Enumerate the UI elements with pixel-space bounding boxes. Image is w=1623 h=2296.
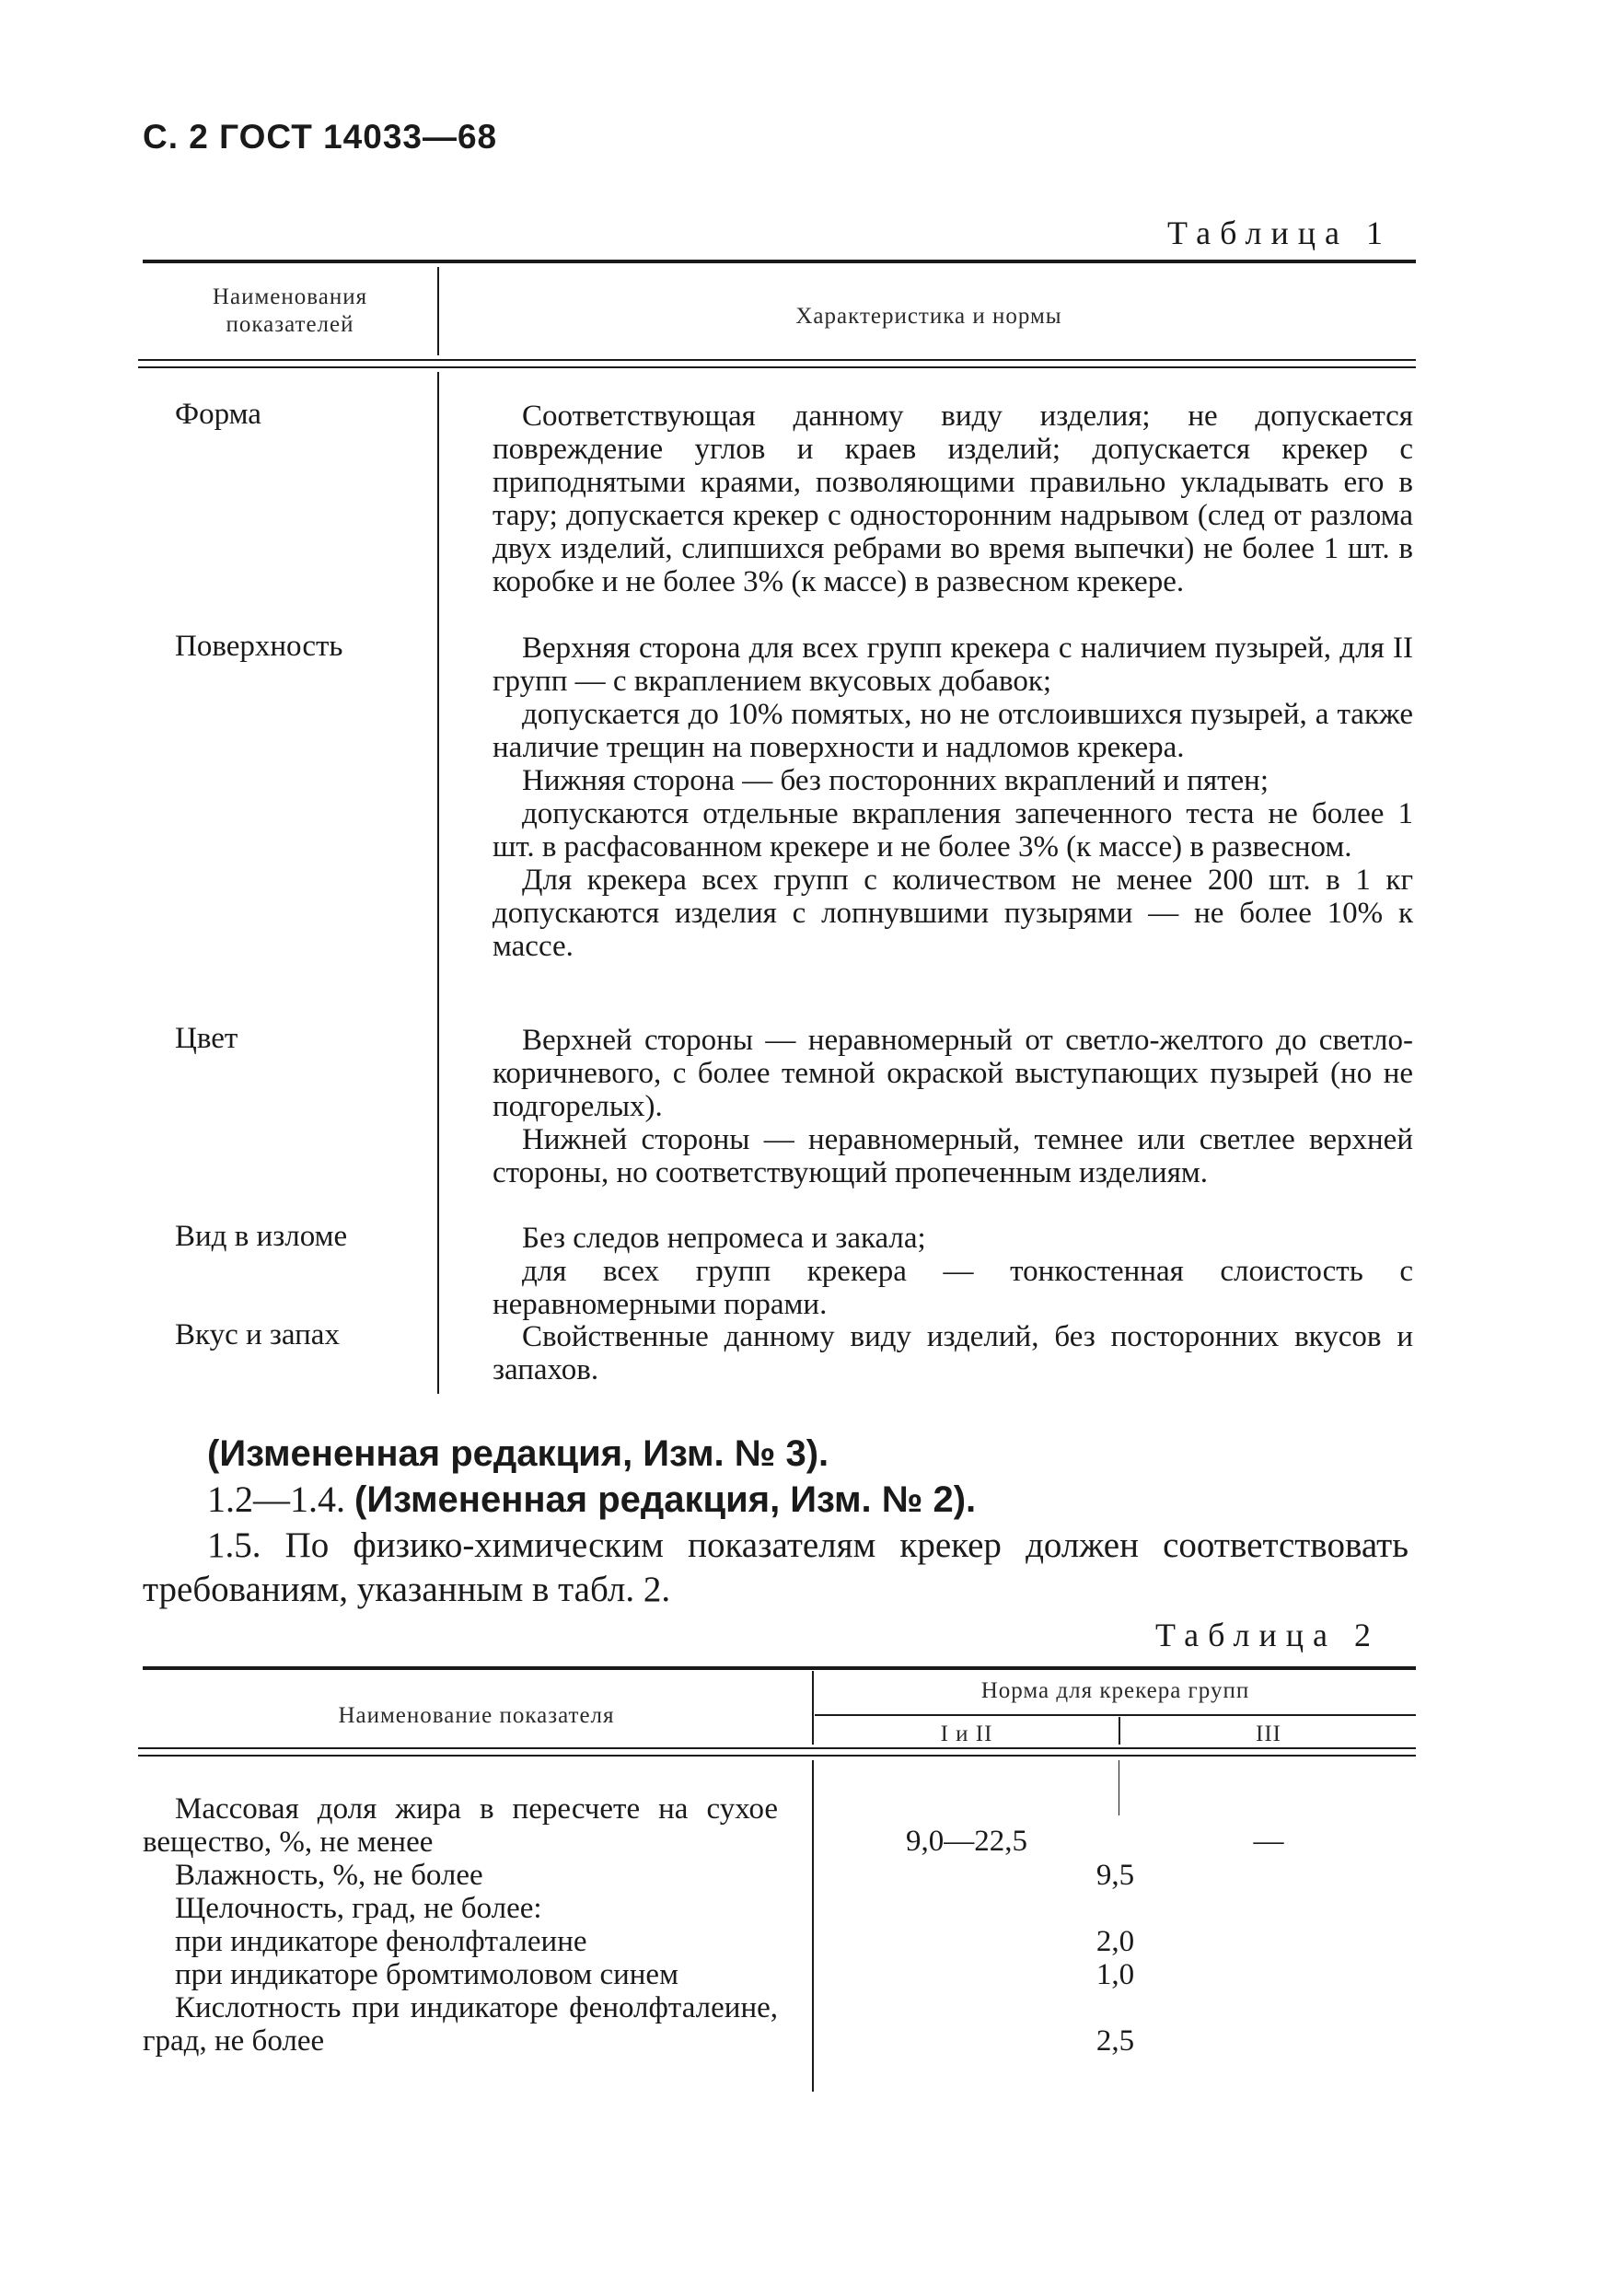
t2-row-alkalinity: Щелочность, град, не более: bbox=[175, 1892, 542, 1925]
table1-header-rule-b bbox=[138, 366, 1416, 368]
table2-col1-header: Наименование показателя bbox=[338, 1703, 615, 1728]
row-text-paragraph: Верхняя сторона для всех групп крекера с наличием пузырей, для II групп — с вкраплением вкусовых добавок; bbox=[493, 632, 1413, 698]
t2-row-bromothymol: при индикаторе бромтимоловом синем bbox=[175, 1958, 678, 1991]
table1-caption: Таблица 1 bbox=[1167, 215, 1392, 251]
amendment-note-3: (Измененная редакция, Изм. № 3). bbox=[207, 1433, 829, 1474]
table2-sub-divider bbox=[1119, 1717, 1120, 1745]
t2-row-phenolphthalein: при индикаторе фенолфталеине bbox=[175, 1925, 587, 1958]
table2-header-divider bbox=[812, 1671, 814, 1745]
row-text-paragraph: Без следов непромеса и закала; bbox=[522, 1222, 926, 1255]
table2-group-header: Норма для крекера групп bbox=[980, 1678, 1250, 1703]
row-name-vid-v-izlome: Вид в изломе bbox=[175, 1220, 348, 1253]
row-text-poverkhnost bbox=[493, 632, 1413, 963]
t2-val-bromothymol: 1,0 bbox=[1096, 1958, 1135, 1991]
row-text-paragraph: Нижней стороны — неравномерный, темнее или светлее верхней стороны, но соответствующий пропеченным изделиям. bbox=[493, 1123, 1413, 1189]
table2-body-divider bbox=[812, 1760, 814, 2092]
t2-val-fat-1: 9,0—22,5 bbox=[906, 1825, 1027, 1858]
clause-number: 1.2—1.4. bbox=[207, 1478, 354, 1520]
row-text-paragraph: Верхней стороны — неравномерный от светло-желтого до светло-коричневого, с более темной окраской выступающих пузырей (но не подгорелых). bbox=[493, 1024, 1413, 1123]
clause-1-5: 1.5. По физико-химическим показателям крекер должен соответствовать требованиям, указанным в табл. 2. bbox=[143, 1525, 1409, 1609]
row-name-vkus-i-zapakh: Вкус и запах bbox=[175, 1318, 340, 1351]
row-text-paragraph: Свойственные данному виду изделий, без посторонних вкусов и запахов. bbox=[493, 1320, 1413, 1386]
amendment-label: (Измененная редакция, Изм. № 2). bbox=[354, 1479, 977, 1520]
t2-row-moisture: Влажность, %, не более bbox=[175, 1859, 483, 1892]
row-text-vid-v-izlome bbox=[493, 1222, 1413, 1321]
table1-header-rule-a bbox=[138, 359, 1416, 361]
t2-row-fat: Массовая доля жира в пересчете на сухое вещество, %, не менее bbox=[143, 1792, 778, 1859]
table2-sub1-header: I и II bbox=[940, 1722, 993, 1746]
t2-val-fat-2: — bbox=[1253, 1825, 1284, 1858]
row-text-paragraph: для всех групп крекера — тонкостенная слоистость с неравномерными порами. bbox=[493, 1255, 1413, 1321]
row-text-paragraph: Нижняя сторона — без посторонних вкраплений и пятен; bbox=[522, 764, 1269, 797]
row-name-tsvet: Цвет bbox=[175, 1022, 238, 1055]
t2-val-phenolphthalein: 2,0 bbox=[1096, 1925, 1135, 1958]
row-text-paragraph: Для крекера всех групп с количеством не менее 200 шт. в 1 кг допускаются изделия с лопнувшими пузырями — не более 10% к массе. bbox=[493, 864, 1413, 963]
t2-row-acidity: Кислотность при индикаторе фенолфталеине, град, не более bbox=[143, 1991, 778, 2058]
table2-group-rule bbox=[815, 1714, 1416, 1716]
row-text-paragraph: допускаются отдельные вкрапления запеченного теста не более 1 шт. в расфасованном крекере и не более 3% (к массе) в развесном. bbox=[493, 797, 1413, 864]
row-text-paragraph: допускается до 10% помятых, но не отслоившихся пузырей, а также наличие трещин на поверхности и надломов крекера. bbox=[493, 698, 1413, 764]
row-text-forma bbox=[493, 400, 1413, 598]
table1-col2-header: Характеристика и нормы bbox=[795, 304, 1062, 329]
table2-header-rule-b bbox=[138, 1755, 1416, 1757]
table2-sub2-header: III bbox=[1256, 1722, 1281, 1746]
row-name-forma: Форма bbox=[175, 398, 261, 431]
table2-top-rule bbox=[143, 1666, 1416, 1670]
row-name-poverkhnost: Поверхность bbox=[175, 630, 343, 663]
row-text-vkus-i-zapakh bbox=[493, 1320, 1413, 1386]
page-header: С. 2 ГОСТ 14033—68 bbox=[143, 118, 498, 156]
table1-top-rule bbox=[143, 260, 1416, 263]
table1-body-divider bbox=[437, 372, 439, 1394]
row-text-tsvet bbox=[493, 1024, 1413, 1189]
table2-caption: Таблица 2 bbox=[1155, 1617, 1380, 1653]
table2-header-rule-a bbox=[138, 1747, 1416, 1749]
t2-val-moisture: 9,5 bbox=[1096, 1859, 1135, 1892]
table1-col1-header: Наименования показателей bbox=[212, 284, 368, 337]
table1-header-divider bbox=[437, 267, 439, 355]
row-text-paragraph: Соответствующая данному виду изделия; не допускается повреждение углов и краев изделий; допускается крекер с приподнятыми краями, позволяющими правильно укладывать его в тару; допускается крекер с односторонним надрывом (след от разлома двух изделий, слипшихся ребрами во время выпечки) не более 1 шт. в коробке и не более 3% (к массе) в развесном крекере. bbox=[493, 400, 1413, 598]
t2-val-acidity: 2,5 bbox=[1096, 2024, 1135, 2058]
amendment-note-2 bbox=[207, 1478, 976, 1522]
